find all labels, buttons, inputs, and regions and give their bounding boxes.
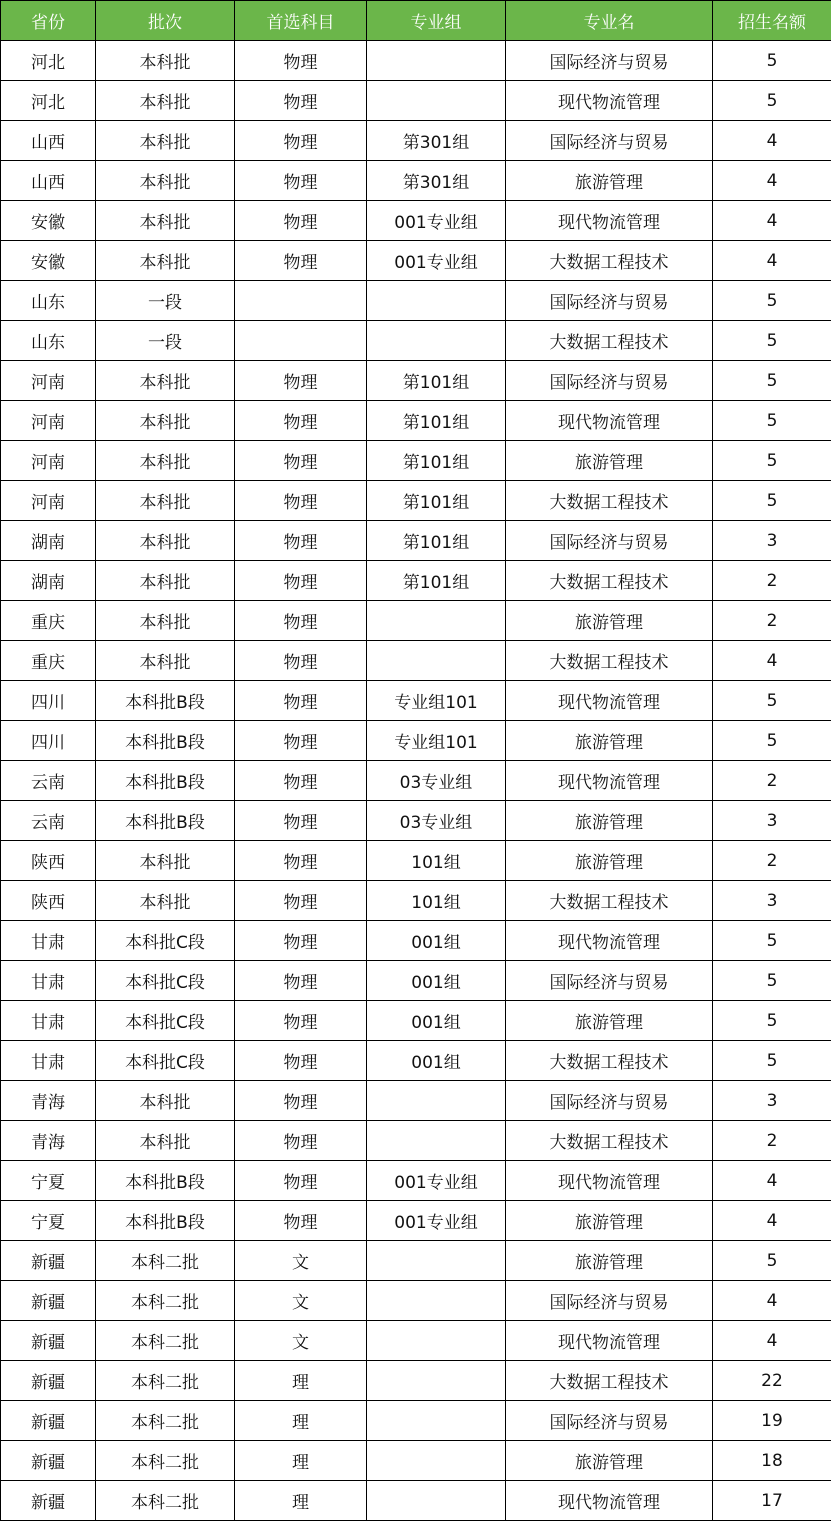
cell-major-group: 第301组 xyxy=(367,121,506,161)
cell-batch: 本科二批 xyxy=(96,1481,235,1521)
table-row xyxy=(1,841,831,881)
cell-province: 河北 xyxy=(1,81,96,121)
cell-province: 青海 xyxy=(1,1121,96,1161)
cell-primary-subject: 物理 xyxy=(235,841,367,881)
cell-quota: 5 xyxy=(713,321,831,361)
cell-province: 陕西 xyxy=(1,881,96,921)
cell-major-name: 国际经济与贸易 xyxy=(506,41,713,81)
cell-primary-subject: 物理 xyxy=(235,681,367,721)
cell-major-group xyxy=(367,641,506,681)
cell-batch: 本科批C段 xyxy=(96,921,235,961)
cell-primary-subject: 理 xyxy=(235,1481,367,1521)
cell-batch: 本科批B段 xyxy=(96,761,235,801)
table-row xyxy=(1,1361,831,1401)
cell-major-name: 大数据工程技术 xyxy=(506,1361,713,1401)
cell-province: 甘肃 xyxy=(1,1001,96,1041)
cell-quota: 4 xyxy=(713,1281,831,1321)
cell-major-group: 第101组 xyxy=(367,521,506,561)
cell-quota: 5 xyxy=(713,281,831,321)
cell-batch: 本科二批 xyxy=(96,1281,235,1321)
cell-batch: 本科批 xyxy=(96,1121,235,1161)
cell-batch: 本科批 xyxy=(96,441,235,481)
cell-quota: 4 xyxy=(713,1321,831,1361)
table-row xyxy=(1,81,831,121)
cell-province: 安徽 xyxy=(1,201,96,241)
cell-batch: 本科二批 xyxy=(96,1321,235,1361)
table-row xyxy=(1,41,831,81)
cell-primary-subject: 物理 xyxy=(235,201,367,241)
cell-province: 新疆 xyxy=(1,1361,96,1401)
table-row xyxy=(1,761,831,801)
cell-major-group xyxy=(367,1281,506,1321)
cell-major-name: 旅游管理 xyxy=(506,841,713,881)
cell-major-name: 旅游管理 xyxy=(506,601,713,641)
cell-batch: 本科批 xyxy=(96,481,235,521)
cell-major-name: 现代物流管理 xyxy=(506,401,713,441)
cell-quota: 5 xyxy=(713,721,831,761)
cell-major-group: 001专业组 xyxy=(367,1161,506,1201)
cell-province: 新疆 xyxy=(1,1321,96,1361)
table-row xyxy=(1,1081,831,1121)
header-batch: 批次 xyxy=(96,1,235,41)
cell-major-name: 大数据工程技术 xyxy=(506,321,713,361)
cell-primary-subject: 物理 xyxy=(235,441,367,481)
cell-province: 新疆 xyxy=(1,1441,96,1481)
cell-quota: 3 xyxy=(713,881,831,921)
table-row xyxy=(1,1121,831,1161)
cell-batch: 本科批 xyxy=(96,841,235,881)
cell-major-name: 国际经济与贸易 xyxy=(506,521,713,561)
cell-major-group: 专业组101 xyxy=(367,681,506,721)
cell-major-group xyxy=(367,41,506,81)
cell-major-name: 国际经济与贸易 xyxy=(506,1281,713,1321)
cell-major-name: 国际经济与贸易 xyxy=(506,1081,713,1121)
table-row xyxy=(1,521,831,561)
cell-quota: 2 xyxy=(713,841,831,881)
table-row xyxy=(1,1001,831,1041)
cell-major-group: 专业组101 xyxy=(367,721,506,761)
header-row xyxy=(1,1,831,41)
cell-batch: 本科批B段 xyxy=(96,801,235,841)
cell-province: 安徽 xyxy=(1,241,96,281)
cell-primary-subject: 物理 xyxy=(235,761,367,801)
cell-major-name: 大数据工程技术 xyxy=(506,481,713,521)
cell-batch: 本科批B段 xyxy=(96,721,235,761)
cell-primary-subject: 物理 xyxy=(235,481,367,521)
table-row xyxy=(1,241,831,281)
cell-batch: 本科批 xyxy=(96,81,235,121)
table-row xyxy=(1,441,831,481)
table-row xyxy=(1,361,831,401)
cell-primary-subject: 物理 xyxy=(235,641,367,681)
table-row xyxy=(1,881,831,921)
cell-province: 四川 xyxy=(1,721,96,761)
cell-province: 宁夏 xyxy=(1,1161,96,1201)
cell-quota: 5 xyxy=(713,441,831,481)
cell-batch: 本科批B段 xyxy=(96,1201,235,1241)
table-row xyxy=(1,401,831,441)
cell-primary-subject xyxy=(235,321,367,361)
cell-primary-subject: 物理 xyxy=(235,1041,367,1081)
cell-quota: 2 xyxy=(713,761,831,801)
cell-major-group: 03专业组 xyxy=(367,801,506,841)
cell-province: 四川 xyxy=(1,681,96,721)
cell-major-name: 旅游管理 xyxy=(506,1241,713,1281)
cell-province: 河南 xyxy=(1,481,96,521)
cell-major-group: 03专业组 xyxy=(367,761,506,801)
cell-province: 陕西 xyxy=(1,841,96,881)
cell-major-name: 旅游管理 xyxy=(506,1001,713,1041)
table-row xyxy=(1,281,831,321)
cell-primary-subject: 物理 xyxy=(235,561,367,601)
table-row xyxy=(1,961,831,1001)
cell-quota: 19 xyxy=(713,1401,831,1441)
cell-major-group xyxy=(367,321,506,361)
table-row xyxy=(1,601,831,641)
cell-quota: 4 xyxy=(713,1161,831,1201)
cell-province: 重庆 xyxy=(1,601,96,641)
cell-province: 云南 xyxy=(1,801,96,841)
cell-major-name: 大数据工程技术 xyxy=(506,881,713,921)
cell-quota: 4 xyxy=(713,1201,831,1241)
cell-province: 云南 xyxy=(1,761,96,801)
table-row xyxy=(1,1401,831,1441)
table-row xyxy=(1,1321,831,1361)
cell-batch: 本科批 xyxy=(96,881,235,921)
cell-major-group: 101组 xyxy=(367,841,506,881)
cell-major-name: 现代物流管理 xyxy=(506,201,713,241)
cell-major-group xyxy=(367,1121,506,1161)
cell-batch: 本科批C段 xyxy=(96,1001,235,1041)
cell-batch: 本科二批 xyxy=(96,1361,235,1401)
cell-quota: 5 xyxy=(713,1001,831,1041)
cell-major-group: 第101组 xyxy=(367,561,506,601)
cell-major-name: 旅游管理 xyxy=(506,1201,713,1241)
header-major-group: 专业组 xyxy=(367,1,506,41)
cell-major-name: 现代物流管理 xyxy=(506,1481,713,1521)
header-quota: 招生名额 xyxy=(713,1,831,41)
cell-province: 甘肃 xyxy=(1,961,96,1001)
table-row xyxy=(1,1161,831,1201)
cell-major-group: 第301组 xyxy=(367,161,506,201)
cell-quota: 2 xyxy=(713,1121,831,1161)
table-row xyxy=(1,161,831,201)
cell-major-name: 现代物流管理 xyxy=(506,681,713,721)
cell-quota: 3 xyxy=(713,521,831,561)
cell-batch: 本科批C段 xyxy=(96,961,235,1001)
cell-quota: 4 xyxy=(713,241,831,281)
cell-primary-subject: 物理 xyxy=(235,801,367,841)
cell-province: 青海 xyxy=(1,1081,96,1121)
cell-batch: 本科批B段 xyxy=(96,681,235,721)
cell-major-name: 现代物流管理 xyxy=(506,921,713,961)
cell-major-group: 101组 xyxy=(367,881,506,921)
cell-batch: 本科批 xyxy=(96,161,235,201)
cell-batch: 本科批 xyxy=(96,241,235,281)
cell-primary-subject: 物理 xyxy=(235,241,367,281)
cell-batch: 本科批 xyxy=(96,561,235,601)
cell-major-name: 现代物流管理 xyxy=(506,1161,713,1201)
cell-major-name: 大数据工程技术 xyxy=(506,1041,713,1081)
cell-primary-subject: 物理 xyxy=(235,401,367,441)
cell-batch: 一段 xyxy=(96,321,235,361)
cell-major-group xyxy=(367,1441,506,1481)
cell-quota: 5 xyxy=(713,1041,831,1081)
cell-quota: 5 xyxy=(713,1241,831,1281)
table-row xyxy=(1,1041,831,1081)
table-row xyxy=(1,1481,831,1521)
cell-batch: 本科批 xyxy=(96,121,235,161)
cell-batch: 本科二批 xyxy=(96,1241,235,1281)
cell-major-group: 001组 xyxy=(367,1001,506,1041)
header-primary-subject: 首选科目 xyxy=(235,1,367,41)
table-row xyxy=(1,321,831,361)
cell-major-name: 国际经济与贸易 xyxy=(506,361,713,401)
cell-primary-subject: 理 xyxy=(235,1361,367,1401)
cell-major-name: 国际经济与贸易 xyxy=(506,1401,713,1441)
cell-major-name: 旅游管理 xyxy=(506,161,713,201)
cell-quota: 3 xyxy=(713,1081,831,1121)
table-row xyxy=(1,921,831,961)
cell-primary-subject: 物理 xyxy=(235,721,367,761)
cell-primary-subject: 物理 xyxy=(235,361,367,401)
cell-batch: 本科批 xyxy=(96,641,235,681)
cell-quota: 4 xyxy=(713,201,831,241)
cell-primary-subject: 物理 xyxy=(235,1161,367,1201)
cell-primary-subject: 物理 xyxy=(235,121,367,161)
cell-major-name: 现代物流管理 xyxy=(506,1321,713,1361)
cell-province: 山东 xyxy=(1,321,96,361)
cell-major-name: 大数据工程技术 xyxy=(506,641,713,681)
cell-primary-subject xyxy=(235,281,367,321)
table-row xyxy=(1,201,831,241)
cell-primary-subject: 物理 xyxy=(235,81,367,121)
cell-batch: 一段 xyxy=(96,281,235,321)
cell-quota: 4 xyxy=(713,641,831,681)
cell-major-name: 大数据工程技术 xyxy=(506,241,713,281)
cell-quota: 4 xyxy=(713,161,831,201)
cell-batch: 本科批 xyxy=(96,521,235,561)
cell-primary-subject: 物理 xyxy=(235,41,367,81)
cell-primary-subject: 物理 xyxy=(235,1081,367,1121)
cell-quota: 5 xyxy=(713,81,831,121)
cell-province: 新疆 xyxy=(1,1281,96,1321)
cell-quota: 5 xyxy=(713,681,831,721)
cell-major-group xyxy=(367,1401,506,1441)
cell-province: 山西 xyxy=(1,161,96,201)
cell-major-name: 旅游管理 xyxy=(506,801,713,841)
cell-batch: 本科批C段 xyxy=(96,1041,235,1081)
cell-major-name: 大数据工程技术 xyxy=(506,561,713,601)
table-row xyxy=(1,1441,831,1481)
cell-primary-subject: 物理 xyxy=(235,1001,367,1041)
cell-primary-subject: 物理 xyxy=(235,1121,367,1161)
cell-province: 河南 xyxy=(1,441,96,481)
table-row xyxy=(1,121,831,161)
cell-major-group xyxy=(367,1361,506,1401)
cell-province: 河南 xyxy=(1,401,96,441)
cell-major-group: 001专业组 xyxy=(367,201,506,241)
cell-major-group: 001组 xyxy=(367,921,506,961)
cell-batch: 本科批 xyxy=(96,201,235,241)
cell-quota: 4 xyxy=(713,121,831,161)
cell-major-group: 001专业组 xyxy=(367,241,506,281)
cell-major-group xyxy=(367,1321,506,1361)
cell-province: 河南 xyxy=(1,361,96,401)
table-row xyxy=(1,1201,831,1241)
cell-major-name: 现代物流管理 xyxy=(506,761,713,801)
cell-major-name: 国际经济与贸易 xyxy=(506,961,713,1001)
cell-major-name: 大数据工程技术 xyxy=(506,1121,713,1161)
cell-major-group xyxy=(367,281,506,321)
cell-primary-subject: 物理 xyxy=(235,601,367,641)
table-row xyxy=(1,801,831,841)
cell-major-group: 001组 xyxy=(367,1041,506,1081)
cell-major-name: 现代物流管理 xyxy=(506,81,713,121)
cell-major-group: 001组 xyxy=(367,961,506,1001)
cell-province: 重庆 xyxy=(1,641,96,681)
cell-province: 山东 xyxy=(1,281,96,321)
cell-major-group xyxy=(367,601,506,641)
cell-province: 新疆 xyxy=(1,1241,96,1281)
cell-quota: 17 xyxy=(713,1481,831,1521)
cell-quota: 5 xyxy=(713,961,831,1001)
cell-province: 山西 xyxy=(1,121,96,161)
cell-quota: 2 xyxy=(713,601,831,641)
cell-major-group xyxy=(367,1481,506,1521)
cell-batch: 本科批 xyxy=(96,1081,235,1121)
cell-primary-subject: 文 xyxy=(235,1241,367,1281)
cell-quota: 5 xyxy=(713,401,831,441)
cell-primary-subject: 物理 xyxy=(235,1201,367,1241)
cell-primary-subject: 物理 xyxy=(235,161,367,201)
cell-province: 新疆 xyxy=(1,1481,96,1521)
cell-major-name: 国际经济与贸易 xyxy=(506,281,713,321)
table-row xyxy=(1,1281,831,1321)
cell-province: 甘肃 xyxy=(1,921,96,961)
cell-major-name: 旅游管理 xyxy=(506,1441,713,1481)
cell-major-group xyxy=(367,1081,506,1121)
cell-quota: 5 xyxy=(713,921,831,961)
header-major-name: 专业名 xyxy=(506,1,713,41)
table-row xyxy=(1,1241,831,1281)
cell-major-group: 第101组 xyxy=(367,401,506,441)
cell-primary-subject: 理 xyxy=(235,1441,367,1481)
cell-quota: 5 xyxy=(713,481,831,521)
cell-province: 湖南 xyxy=(1,561,96,601)
table-row xyxy=(1,721,831,761)
cell-quota: 5 xyxy=(713,41,831,81)
cell-primary-subject: 理 xyxy=(235,1401,367,1441)
cell-batch: 本科批 xyxy=(96,601,235,641)
cell-major-group: 第101组 xyxy=(367,441,506,481)
cell-batch: 本科批B段 xyxy=(96,1161,235,1201)
cell-quota: 3 xyxy=(713,801,831,841)
cell-primary-subject: 文 xyxy=(235,1321,367,1361)
cell-province: 新疆 xyxy=(1,1401,96,1441)
cell-major-name: 国际经济与贸易 xyxy=(506,121,713,161)
cell-primary-subject: 物理 xyxy=(235,961,367,1001)
cell-major-group: 第101组 xyxy=(367,361,506,401)
cell-province: 甘肃 xyxy=(1,1041,96,1081)
cell-primary-subject: 物理 xyxy=(235,921,367,961)
cell-quota: 18 xyxy=(713,1441,831,1481)
cell-major-group: 第101组 xyxy=(367,481,506,521)
cell-quota: 5 xyxy=(713,361,831,401)
cell-major-group: 001专业组 xyxy=(367,1201,506,1241)
cell-batch: 本科批 xyxy=(96,361,235,401)
table-row xyxy=(1,641,831,681)
cell-major-group xyxy=(367,1241,506,1281)
cell-primary-subject: 文 xyxy=(235,1281,367,1321)
cell-province: 湖南 xyxy=(1,521,96,561)
cell-batch: 本科批 xyxy=(96,401,235,441)
cell-province: 河北 xyxy=(1,41,96,81)
cell-province: 宁夏 xyxy=(1,1201,96,1241)
cell-batch: 本科二批 xyxy=(96,1401,235,1441)
cell-primary-subject: 物理 xyxy=(235,521,367,561)
cell-major-group xyxy=(367,81,506,121)
cell-quota: 22 xyxy=(713,1361,831,1401)
cell-quota: 2 xyxy=(713,561,831,601)
table-body xyxy=(1,41,831,1521)
table-row xyxy=(1,681,831,721)
cell-primary-subject: 物理 xyxy=(235,881,367,921)
cell-batch: 本科批 xyxy=(96,41,235,81)
cell-major-name: 旅游管理 xyxy=(506,441,713,481)
header-province: 省份 xyxy=(1,1,96,41)
table-row xyxy=(1,481,831,521)
cell-batch: 本科二批 xyxy=(96,1441,235,1481)
cell-major-name: 旅游管理 xyxy=(506,721,713,761)
table-row xyxy=(1,561,831,601)
